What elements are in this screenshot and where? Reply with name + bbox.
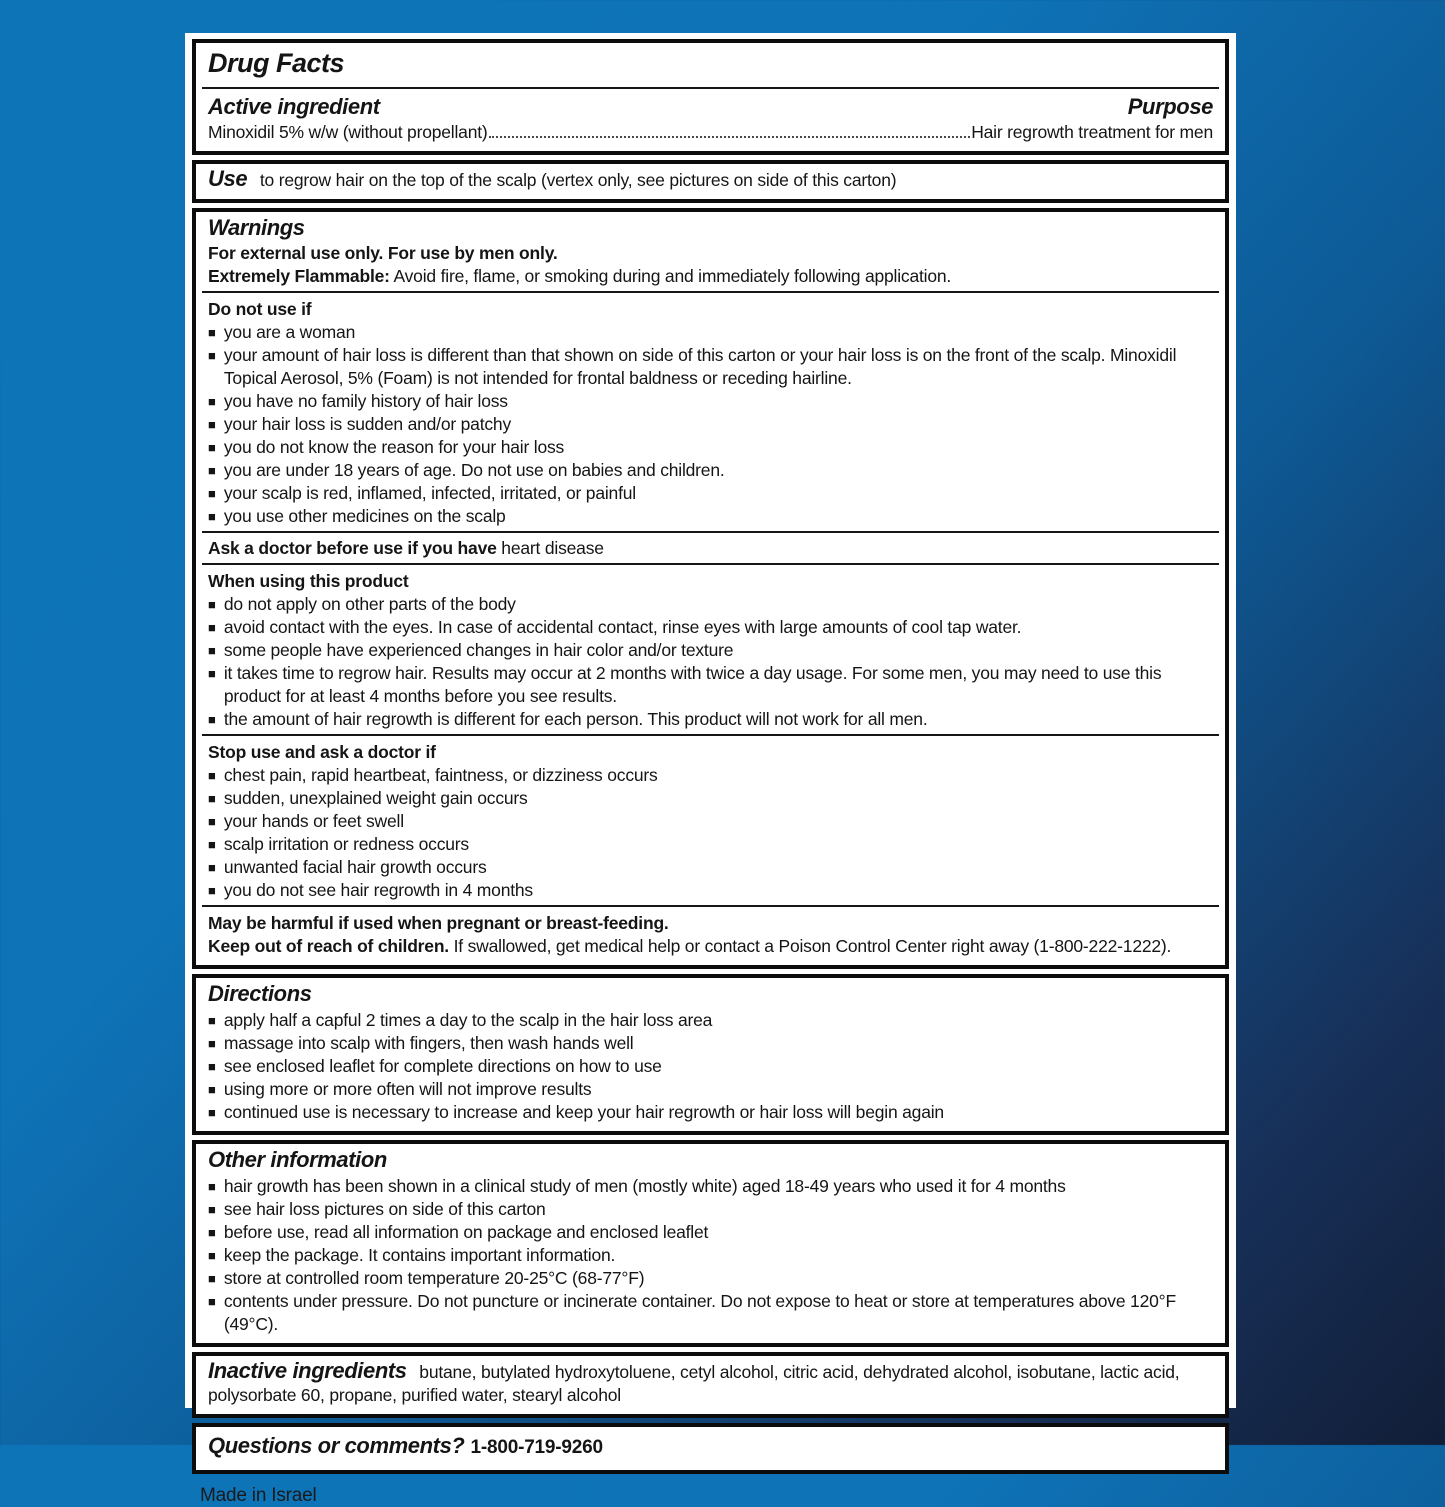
- bullet-square-icon: ■: [208, 463, 216, 478]
- flammable-line: [208, 265, 1213, 288]
- bullet-square-icon: ■: [208, 1179, 216, 1194]
- active-ingredient-header-row: [208, 94, 1213, 120]
- section-directions: [192, 974, 1229, 1135]
- when-using-list: [208, 593, 1213, 731]
- list-item: ■ continued use is necessary to increase and keep your hair regrowth or hair loss will begin again: [208, 1102, 944, 1122]
- bullet-square-icon: ■: [208, 620, 216, 635]
- bullet-square-icon: ■: [208, 1059, 216, 1074]
- bullet-square-icon: ■: [208, 440, 216, 455]
- list-item: ■ you do not know the reason for your hair loss: [208, 437, 565, 457]
- keep-out-rest: If swallowed, get medical help or contact a Poison Control Center right away (1-800-222-1222).: [448, 936, 1172, 956]
- drug-facts-panel: [185, 33, 1236, 1506]
- bullet-square-icon: ■: [208, 417, 216, 432]
- bullet-square-icon: ■: [208, 666, 216, 681]
- list-item: ■ apply half a capful 2 times a day to the scalp in the hair loss area: [208, 1010, 713, 1030]
- active-ingredient-heading: Active ingredient: [208, 94, 380, 119]
- list-item: ■ scalp irritation or redness occurs: [208, 834, 469, 854]
- bullet-square-icon: ■: [208, 1294, 216, 1309]
- list-item: ■ your hair loss is sudden and/or patchy: [208, 414, 512, 434]
- bullet-square-icon: ■: [208, 1202, 216, 1217]
- bullet-square-icon: ■: [208, 1013, 216, 1028]
- bullet-square-icon: ■: [208, 1105, 216, 1120]
- list-item: ■ some people have experienced changes in hair color and/or texture: [208, 640, 734, 660]
- bullet-square-icon: ■: [208, 1036, 216, 1051]
- divider: [202, 563, 1219, 565]
- ask-doctor-bold: Ask a doctor before use if you have: [208, 538, 497, 558]
- bullet-square-icon: ■: [208, 1248, 216, 1263]
- directions-list: [208, 1009, 1213, 1124]
- questions-heading: Questions or comments?: [208, 1433, 465, 1458]
- list-item: ■ you use other medicines on the scalp: [208, 506, 506, 526]
- list-item: ■ keep the package. It contains important information.: [208, 1245, 616, 1265]
- stop-use-list: [208, 764, 1213, 902]
- divider: [202, 734, 1219, 736]
- use-heading: Use: [208, 166, 248, 191]
- bullet-square-icon: ■: [208, 712, 216, 727]
- list-item: ■ massage into scalp with fingers, then wash hands well: [208, 1033, 634, 1053]
- bullet-square-icon: ■: [208, 814, 216, 829]
- drug-facts-title: Drug Facts: [208, 48, 345, 78]
- bullet-square-icon: ■: [208, 768, 216, 783]
- list-item: ■ sudden, unexplained weight gain occurs: [208, 788, 528, 808]
- other-information-heading: Other information: [208, 1147, 387, 1172]
- directions-heading: Directions: [208, 981, 312, 1006]
- inactive-ingredients-heading: Inactive ingredients: [208, 1358, 407, 1383]
- pregnancy-line: May be harmful if used when pregnant or breast-feeding.: [208, 913, 669, 933]
- dotted-leader: [489, 136, 971, 138]
- list-item: ■ hair growth has been shown in a clinical study of men (mostly white) aged 18-49 years who used it for 4 months: [208, 1176, 1066, 1196]
- section-inactive-ingredients: [192, 1352, 1229, 1418]
- do-not-use-list: [208, 321, 1213, 528]
- list-item: ■ you have no family history of hair loss: [208, 391, 508, 411]
- bullet-square-icon: ■: [208, 394, 216, 409]
- bullet-square-icon: ■: [208, 1225, 216, 1240]
- list-item: ■ using more or more often will not improve results: [208, 1079, 592, 1099]
- external-use-line: For external use only. For use by men only.: [208, 243, 558, 263]
- stop-use-heading: Stop use and ask a doctor if: [208, 742, 436, 762]
- when-using-heading: When using this product: [208, 571, 409, 591]
- section-drug-facts: [192, 39, 1229, 155]
- ask-doctor-line: [208, 537, 1213, 560]
- list-item: ■ store at controlled room temperature 20-25°C (68-77°F): [208, 1268, 645, 1288]
- divider: [202, 905, 1219, 907]
- list-item: ■ your amount of hair loss is different than that shown on side of this carton or your hair loss is on the front of the scalp. Minoxidil Topical Aerosol, 5% (Foam) is not intended for frontal baldness or receding hairline.: [208, 345, 1177, 388]
- bullet-square-icon: ■: [208, 348, 216, 363]
- list-item: ■ avoid contact with the eyes. In case of accidental contact, rinse eyes with large amounts of cool tap water.: [208, 617, 1022, 637]
- bullet-square-icon: ■: [208, 509, 216, 524]
- list-item: ■ unwanted facial hair growth occurs: [208, 857, 487, 877]
- active-ingredient-row: [208, 121, 1213, 144]
- list-item: ■ see enclosed leaflet for complete directions on how to use: [208, 1056, 662, 1076]
- purpose-value: Hair regrowth treatment for men: [971, 122, 1213, 142]
- list-item: ■ you do not see hair regrowth in 4 months: [208, 880, 533, 900]
- keep-out-line: [208, 935, 1213, 958]
- flammable-rest: Avoid fire, flame, or smoking during and immediately following application.: [389, 266, 952, 286]
- bullet-square-icon: ■: [208, 597, 216, 612]
- list-item: ■ your hands or feet swell: [208, 811, 404, 831]
- list-item: ■ you are a woman: [208, 322, 356, 342]
- ask-doctor-rest: heart disease: [496, 538, 604, 558]
- use-row: [208, 167, 1213, 192]
- list-item: ■ before use, read all information on package and enclosed leaflet: [208, 1222, 709, 1242]
- section-questions: [192, 1423, 1229, 1474]
- list-item: ■ the amount of hair regrowth is different for each person. This product will not work for all men.: [208, 709, 928, 729]
- made-in-label: Made in Israel: [200, 1485, 317, 1506]
- list-item: ■ chest pain, rapid heartbeat, faintness, or dizziness occurs: [208, 765, 658, 785]
- inactive-ingredients-row: [208, 1359, 1213, 1407]
- purpose-heading: Purpose: [1127, 94, 1213, 119]
- other-information-list: [208, 1175, 1213, 1336]
- bullet-square-icon: ■: [208, 860, 216, 875]
- section-use: [192, 160, 1229, 203]
- list-item: ■ it takes time to regrow hair. Results may occur at 2 months with twice a day usage. For some men, you may need to use this product for at least 4 months before you see results.: [208, 663, 1162, 706]
- keep-out-bold: Keep out of reach of children.: [208, 936, 449, 956]
- list-item: ■ contents under pressure. Do not puncture or incinerate container. Do not expose to heat or store at temperatures above 120°F (49°C).: [208, 1291, 1176, 1334]
- list-item: ■ do not apply on other parts of the body: [208, 594, 516, 614]
- active-ingredient-name: Minoxidil 5% w/w (without propellant): [208, 122, 488, 142]
- bullet-square-icon: ■: [208, 791, 216, 806]
- use-text: to regrow hair on the top of the scalp (vertex only, see pictures on side of this carton): [259, 170, 897, 190]
- divider: [202, 531, 1219, 533]
- divider: [202, 87, 1219, 89]
- questions-phone: 1-800-719-9260: [470, 1437, 603, 1458]
- bullet-square-icon: ■: [208, 837, 216, 852]
- bullet-square-icon: ■: [208, 325, 216, 340]
- list-item: ■ your scalp is red, inflamed, infected, irritated, or painful: [208, 483, 636, 503]
- section-other-information: [192, 1140, 1229, 1347]
- divider: [202, 291, 1219, 293]
- warnings-heading: Warnings: [208, 215, 305, 240]
- bullet-square-icon: ■: [208, 883, 216, 898]
- list-item: ■ see hair loss pictures on side of this carton: [208, 1199, 546, 1219]
- bullet-square-icon: ■: [208, 643, 216, 658]
- section-warnings: [192, 208, 1229, 969]
- questions-row: [208, 1430, 1213, 1463]
- do-not-use-heading: Do not use if: [208, 299, 312, 319]
- flammable-bold: Extremely Flammable:: [208, 266, 390, 286]
- list-item: ■ you are under 18 years of age. Do not use on babies and children.: [208, 460, 725, 480]
- bullet-square-icon: ■: [208, 1271, 216, 1286]
- bullet-square-icon: ■: [208, 486, 216, 501]
- inactive-ingredients-text: butane, butylated hydroxytoluene, cetyl alcohol, citric acid, dehydrated alcohol, isobutane, lactic acid, polysorbate 60, propane, purified water, stearyl alcohol: [208, 1362, 1180, 1405]
- bullet-square-icon: ■: [208, 1082, 216, 1097]
